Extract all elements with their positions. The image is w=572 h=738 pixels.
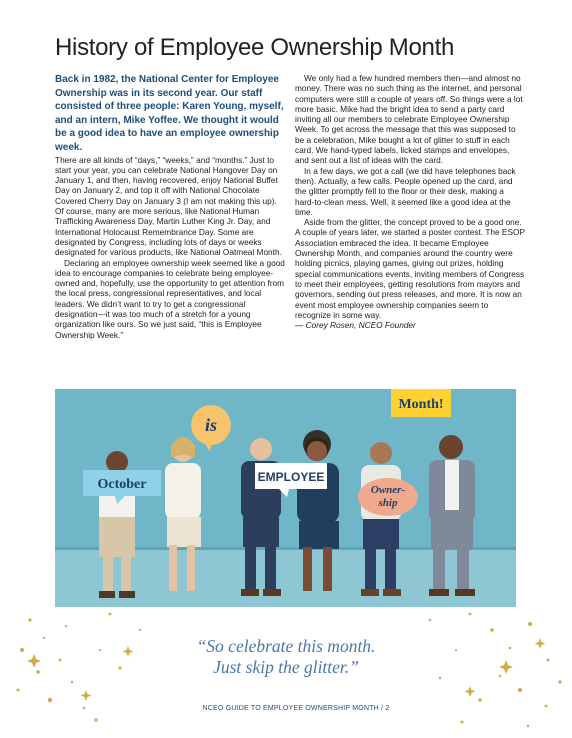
body-paragraph: We only had a few hundred members then—and almost no money. There was no such thing as the internet, and personal computers were still a couple of years off. So things were a lot more basic. Mike had the bright idea to send a party card inviting all our members to celebrate Employee Ownership Week. To get across the message that this was supposed to be a celebration, Mike bought a lot of glitter to stuff in each card. We hand-typed labels, licked stamps and envelopes, and sent out a list of ideas with the card. xyxy=(295,73,523,166)
sign-text: October xyxy=(97,477,147,492)
body-paragraph: Aside from the glitter, the concept proved to be a good one. A couple of years later, we started a poster contest. The ESOP Association embraced the idea. It became Employee Ownership Month, and companies around the country were holding picnics, playing games, giving out prizes, holding special communications events, inviting members of Congress to meet their employees, getting resolutions from mayors and governors, sending out press releases, and more. It is now an event most employee ownership companies seem to recognize in some way. xyxy=(295,217,525,320)
sign-text: Month! xyxy=(398,397,444,412)
team-photo xyxy=(55,389,516,607)
quote-line: Just skip the glitter.” xyxy=(213,657,359,677)
right-column xyxy=(295,73,525,330)
sign-text: ship xyxy=(378,497,398,509)
sign-text: Owner- xyxy=(370,484,406,496)
page-title: History of Employee Ownership Month xyxy=(55,34,455,61)
sign-month xyxy=(391,389,451,417)
left-column xyxy=(55,73,287,340)
author-signature: — Corey Rosen, NCEO Founder xyxy=(295,320,416,331)
quote-line: “So celebrate this month. xyxy=(196,636,376,656)
body-paragraph: There are all kinds of “days,” “weeks,” and “months.” Just to start your year, you can celebrate National Hangover Day on January 1, and then, having recovered, enjoy National Buffet Day on January 2, and top it off with National Chocolate Covered Cherry Day on January 3 (I am not making this up). Of course, many are more serious, like National Human Trafficking Awareness Day, Martin Luther King Jr. Day, and International Holocaust Remembrance Day. Some are designated by Congress, including lots of days or weeks designated for various products, like National Oatmeal Month. xyxy=(55,154,282,258)
sign-text: EMPLOYEE xyxy=(257,470,325,484)
pull-quote xyxy=(150,636,422,678)
body-paragraph: Declaring an employee ownership week seemed like a good idea to encourage companies to celebrate being employee-owned and, hopefully, use the opportunity to get attention from the local press, congressional representatives, and local leaders. We didn’t want to try to get a congressional designation—it was too much of a stretch for a young organization like ours. So we just said, “this is Employee Ownership Week.” xyxy=(55,257,285,340)
sign-ownership xyxy=(358,478,418,516)
lead-paragraph: Back in 1982, the National Center for Employee Ownership was in its second year. Our staff consisted of three people: Karen Young, myself, and an intern, Mike Yoffee. We thought it would be a good idea to have an employee ownership week. xyxy=(55,74,284,153)
body-paragraph: In a few days, we got a call (we did have telephones back then). Actually, a few calls. People opened up the card, and the glitter promptly fell to the floor or their desk, making a hard-to-clean mess. Well, it seemed like a good idea at the time. xyxy=(295,165,516,217)
sign-text: is xyxy=(204,415,218,435)
page-footer: NCEO GUIDE TO EMPLOYEE OWNERSHIP MONTH / 2 xyxy=(202,705,390,712)
